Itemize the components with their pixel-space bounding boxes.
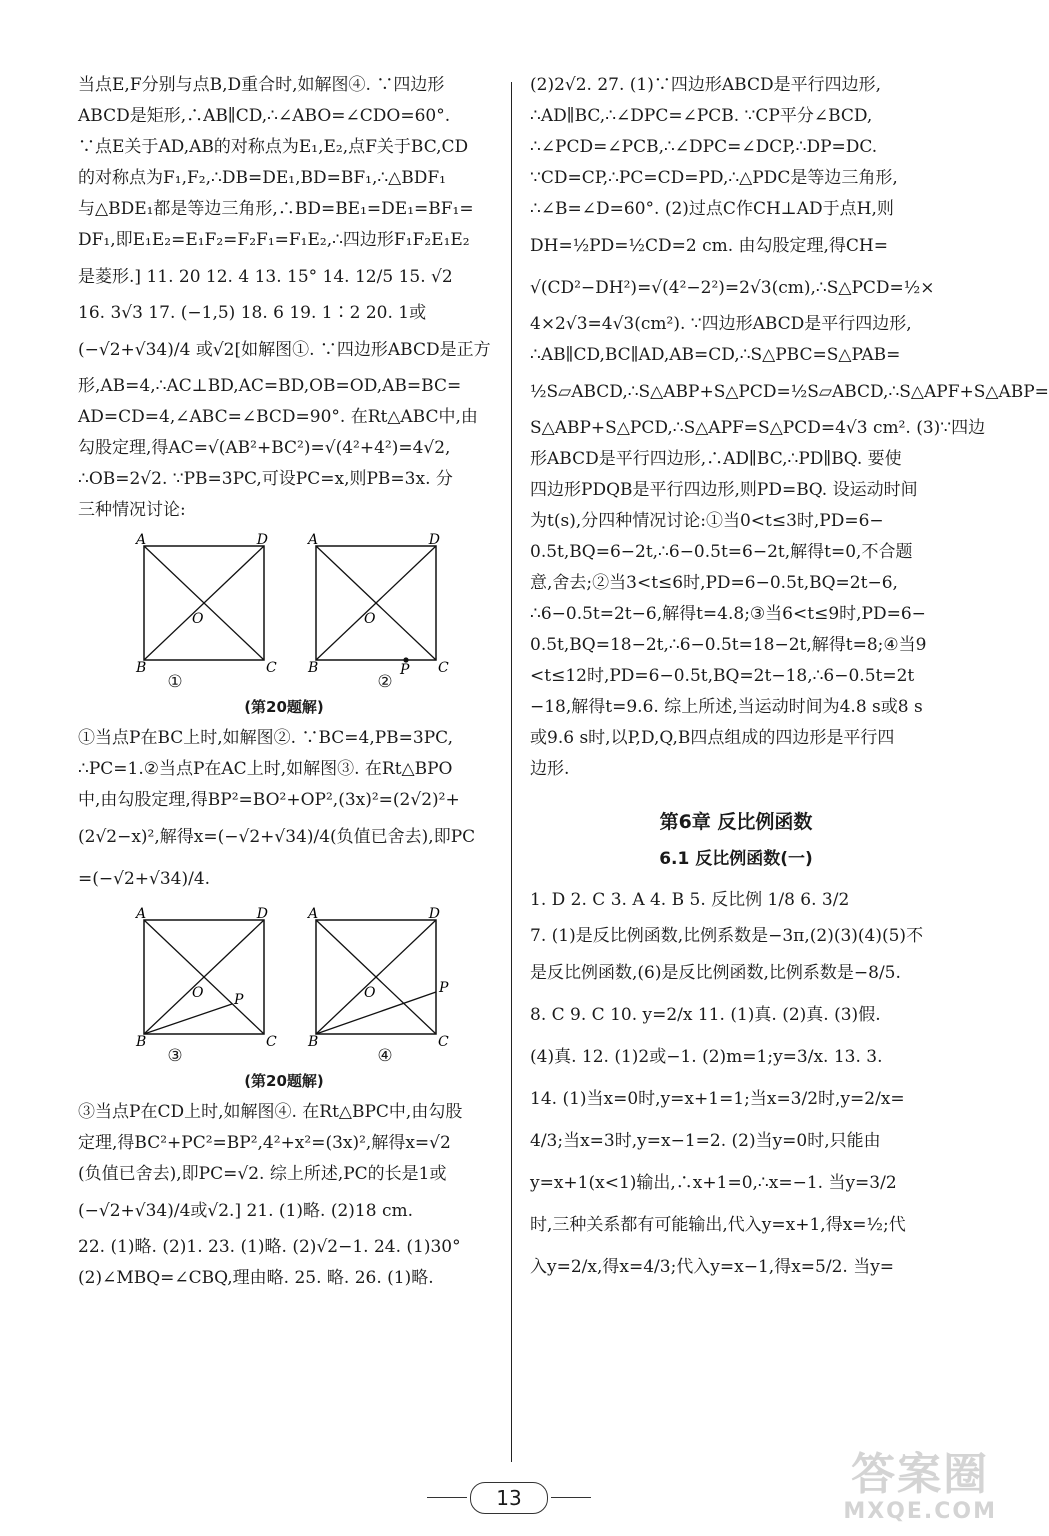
label-B: B xyxy=(308,660,319,676)
figure-caption-1: (第20题解) xyxy=(244,698,324,716)
chapter-title: 第6章 反比例函数 xyxy=(659,811,813,833)
square-diagram-4 xyxy=(290,906,480,1050)
text-line: (负值已舍去),即PC=√2. 综上所述,PC的长是1或 xyxy=(78,1164,447,1184)
figure-number: ① xyxy=(167,672,183,692)
text-line: 为t(s),分四种情况讨论:①当0<t≤3时,PD=6− xyxy=(530,511,884,531)
text-line: 0.5t,BQ=6−2t,∴6−0.5t=6−2t,解得t=0,不合题 xyxy=(530,542,913,562)
text-line: 形,AB=4,∴AC⊥BD,AC=BD,OB=OD,AB=BC= xyxy=(78,376,462,396)
text-line: 或9.6 s时,以P,D,Q,B四点组成的四边形是平行四 xyxy=(530,728,895,748)
left-text-top xyxy=(78,70,490,526)
figure-3 xyxy=(80,906,277,1066)
text-line: AD=CD=4,∠ABC=∠BCD=90°. 在Rt△ABC中,由 xyxy=(78,407,478,427)
text-line: 形ABCD是平行四边形,∴AD∥BC,∴PD∥BQ. 要使 xyxy=(530,449,902,469)
label-C: C xyxy=(266,1034,277,1050)
section-title: 6.1 反比例函数(一) xyxy=(659,849,813,869)
text-line: 边形. xyxy=(530,759,570,779)
figure-1 xyxy=(80,532,277,692)
watermark-line-2: MXQE.COM xyxy=(843,1498,997,1524)
label-D: D xyxy=(256,906,268,922)
text-line: ③当点P在CD上时,如解图④. 在Rt△BPC中,由勾股 xyxy=(78,1102,463,1122)
text-line: (2√2−x)²,解得x=(−√2+√34)/4(负值已舍去),即PC xyxy=(78,827,476,847)
label-B: B xyxy=(136,660,147,676)
text-line: 四边形PDQB是平行四边形,则PD=BQ. 设运动时间 xyxy=(530,480,918,500)
text-line: 是菱形.] 11. 20 12. 4 13. 15° 14. 12/5 15. √2 xyxy=(78,267,453,287)
column-divider xyxy=(511,82,512,1462)
text-line: √(CD²−DH²)=√(4²−2²)=2√3(cm),∴S△PCD=½× xyxy=(530,278,935,298)
text-line: 14. (1)当x=0时,y=x+1=1;当x=3/2时,y=2/x= xyxy=(530,1089,905,1109)
text-line: ∴∠B=∠D=60°. (2)过点C作CH⊥AD于点H,则 xyxy=(530,199,894,219)
text-line: 意,舍去;②当3<t≤6时,PD=6−0.5t,BQ=2t−6, xyxy=(530,573,898,593)
left-text-bottom xyxy=(78,1097,490,1294)
text-line: ∵点E关于AD,AB的对称点为E₁,E₂,点F关于BC,CD xyxy=(78,137,469,157)
right-column xyxy=(530,70,1049,1288)
text-line: 4/3;当x=3时,y=x−1=2. (2)当y=0时,只能由 xyxy=(530,1131,881,1151)
figure-row-2 xyxy=(80,906,480,1066)
text-line: 4×2√3=4√3(cm²). ∵四边形ABCD是平行四边形, xyxy=(530,314,912,334)
text-line: ∴∠PCD=∠PCB,∴∠DPC=∠DCP,∴DP=DC. xyxy=(530,137,878,157)
figure-caption-2: (第20题解) xyxy=(244,1072,324,1090)
label-A: A xyxy=(308,532,319,548)
text-line: 三种情况讨论: xyxy=(78,500,186,520)
label-P: P xyxy=(400,662,410,678)
label-O: O xyxy=(364,611,376,627)
text-line: (2)∠MBQ=∠CBQ,理由略. 25. 略. 26. (1)略. xyxy=(78,1268,434,1288)
text-line: <t≤12时,PD=6−0.5t,BQ=2t−18,∴6−0.5t=2t xyxy=(530,666,915,686)
text-line: 中,由勾股定理,得BP²=BO²+OP²,(3x)²=(2√2)²+ xyxy=(78,790,460,810)
label-O: O xyxy=(364,985,376,1001)
figure-number: ② xyxy=(377,672,393,692)
text-line: DH=½PD=½CD=2 cm. 由勾股定理,得CH= xyxy=(530,236,888,256)
text-line: 22. (1)略. (2)1. 23. (1)略. (2)√2−1. 24. (1)30° xyxy=(78,1237,461,1257)
text-line: ①当点P在BC上时,如解图②. ∵BC=4,PB=3PC, xyxy=(78,728,453,748)
text-line: ABCD是矩形,∴AB∥CD,∴∠ABO=∠CDO=60°. xyxy=(78,106,451,126)
text-line: S△ABP+S△PCD,∴S△APF=S△PCD=4√3 cm². (3)∵四边 xyxy=(530,418,986,438)
text-line: ∴6−0.5t=2t−6,解得t=4.8;③当6<t≤9时,PD=6− xyxy=(530,604,926,624)
right-text-bottom xyxy=(530,879,942,1288)
label-D: D xyxy=(256,532,268,548)
text-line: y=x+1(x<1)输出,∴x+1=0,∴x=−1. 当y=3/2 xyxy=(530,1173,897,1193)
label-B: B xyxy=(136,1034,147,1050)
text-line: 当点E,F分别与点B,D重合时,如解图④. ∵四边形 xyxy=(78,75,445,95)
label-A: A xyxy=(136,906,147,922)
left-column xyxy=(78,70,490,1294)
label-O: O xyxy=(192,985,204,1001)
figure-2 xyxy=(290,532,480,692)
label-C: C xyxy=(266,660,277,676)
label-C: C xyxy=(438,660,449,676)
text-line: (2)2√2. 27. (1)∵四边形ABCD是平行四边形, xyxy=(530,75,881,95)
text-line: −18,解得t=9.6. 综上所述,当运动时间为4.8 s或8 s xyxy=(530,697,923,717)
text-line: 7. (1)是反比例函数,比例系数是−3π,(2)(3)(4)(5)不 xyxy=(530,926,924,946)
text-line: 1. D 2. C 3. A 4. B 5. 反比例 1/8 6. 3/2 xyxy=(530,890,850,910)
text-line: DF₁,即E₁E₂=E₁F₂=F₂F₁=F₁E₂,∴四边形F₁F₂E₁E₂ xyxy=(78,230,470,250)
text-line: 8. C 9. C 10. y=2/x 11. (1)真. (2)真. (3)假. xyxy=(530,1005,881,1025)
text-line: 的对称点为F₁,F₂,∴DB=DE₁,BD=BF₁,∴△BDF₁ xyxy=(78,168,446,188)
label-P: P xyxy=(439,980,449,996)
label-B: B xyxy=(308,1034,319,1050)
square-diagram-3 xyxy=(80,906,277,1050)
text-line: 16. 3√3 17. (−1,5) 18. 6 19. 1∶2 20. 1或 xyxy=(78,303,427,323)
left-text-middle xyxy=(78,723,490,900)
label-D: D xyxy=(428,532,440,548)
text-line: (−√2+√34)/4或√2.] 21. (1)略. (2)18 cm. xyxy=(78,1201,413,1221)
text-line: 时,三种关系都有可能输出,代入y=x+1,得x=½;代 xyxy=(530,1215,906,1235)
figure-4 xyxy=(290,906,480,1066)
text-line: ∵CD=CP,∴PC=CD=PD,∴△PDC是等边三角形, xyxy=(530,168,898,188)
watermark-logo xyxy=(843,1451,997,1524)
text-line: (−√2+√34)/4 或√2[如解图①. ∵四边形ABCD是正方 xyxy=(78,340,491,360)
label-D: D xyxy=(428,906,440,922)
text-line: 0.5t,BQ=18−2t,∴6−0.5t=18−2t,解得t=8;④当9 xyxy=(530,635,927,655)
square-diagram-2 xyxy=(290,532,480,678)
square-diagram-1 xyxy=(80,532,277,676)
text-line: ∴AD∥BC,∴∠DPC=∠PCB. ∵CP平分∠BCD, xyxy=(530,106,873,126)
label-A: A xyxy=(308,906,319,922)
figure-row-1 xyxy=(80,532,480,692)
page-number: 13 xyxy=(470,1482,548,1514)
text-line: ½S▱ABCD,∴S△ABP+S△PCD=½S▱ABCD,∴S△APF+S△ABP= xyxy=(530,382,1049,402)
text-line: 勾股定理,得AC=√(AB²+BC²)=√(4²+4²)=4√2, xyxy=(78,438,451,458)
text-line: =(−√2+√34)/4. xyxy=(78,869,211,889)
watermark-line-1: 答案圈 xyxy=(851,1449,990,1501)
label-A: A xyxy=(136,532,147,548)
figure-number: ③ xyxy=(167,1046,183,1066)
text-line: 入y=2/x,得x=4/3;代入y=x−1,得x=5/2. 当y= xyxy=(530,1257,895,1277)
label-C: C xyxy=(438,1034,449,1050)
text-line: 是反比例函数,(6)是反比例函数,比例系数是−8/5. xyxy=(530,963,901,983)
label-P: P xyxy=(234,992,244,1008)
label-O: O xyxy=(192,611,204,627)
text-line: 定理,得BC²+PC²=BP²,4²+x²=(3x)²,解得x=√2 xyxy=(78,1133,451,1153)
text-line: ∴PC=1.②当点P在AC上时,如解图③. 在Rt△BPO xyxy=(78,759,453,779)
text-line: ∴OB=2√2. ∵PB=3PC,可设PC=x,则PB=3x. 分 xyxy=(78,469,453,489)
figure-number: ④ xyxy=(377,1046,393,1066)
text-line: ∴AB∥CD,BC∥AD,AB=CD,∴S△PBC=S△PAB= xyxy=(530,345,901,365)
right-text-top xyxy=(530,70,1049,785)
text-line: 与△BDE₁都是等边三角形,∴BD=BE₁=DE₁=BF₁= xyxy=(78,199,474,219)
text-line: (4)真. 12. (1)2或−1. (2)m=1;y=3/x. 13. 3. xyxy=(530,1047,883,1067)
